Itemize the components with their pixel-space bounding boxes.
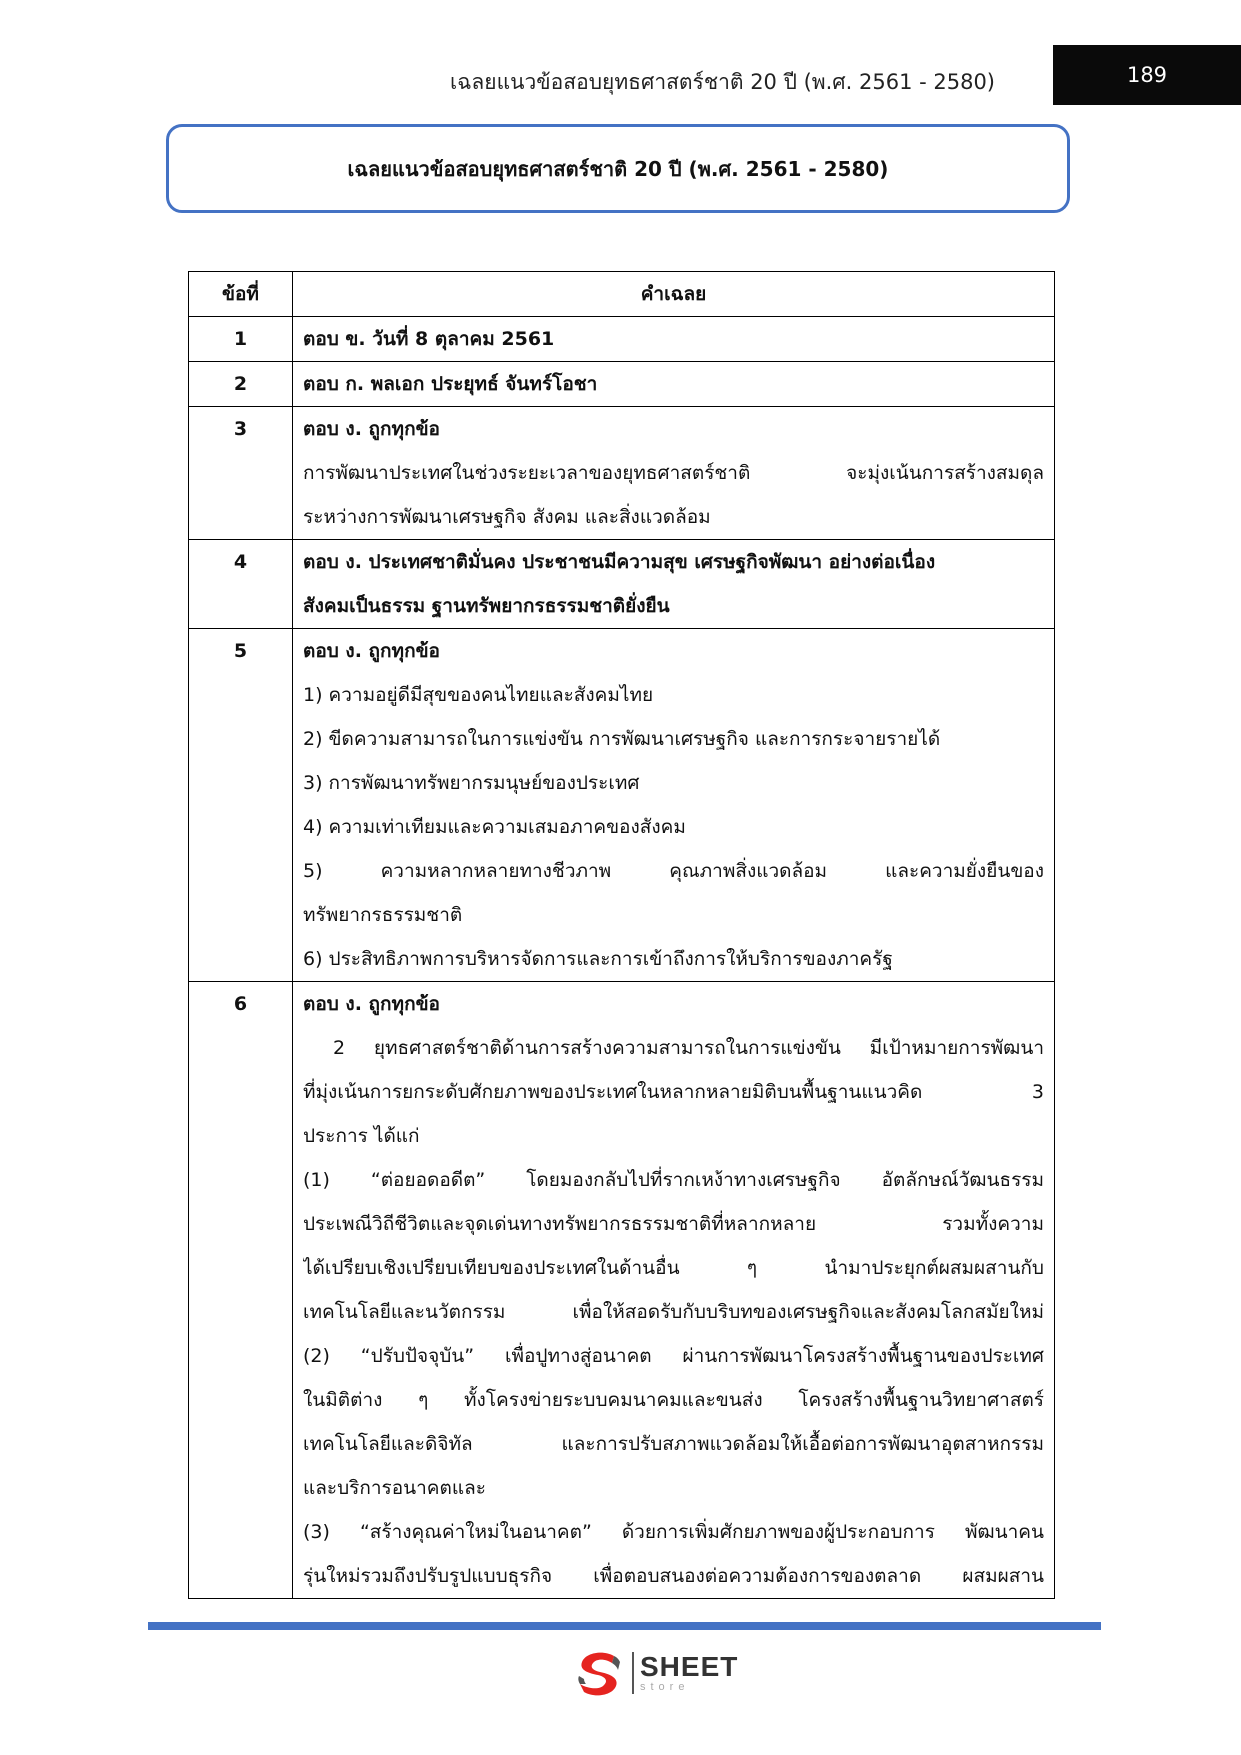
answer-cell: [293, 540, 1055, 629]
answer-cell: [293, 407, 1055, 540]
answer-cell: [293, 629, 1055, 982]
table-row: [189, 982, 1055, 1599]
answer-line: สังคมเป็นธรรม ฐานทรัพยากรธรรมชาติยั่งยืน: [303, 595, 670, 617]
explanation-line: ได้เปรียบเชิงเปรียบเทียบของประเทศในด้านอื่น ๆ นำมาประยุกต์ผสมผสานกับ: [303, 1257, 1044, 1279]
answer-line: ตอบ ง. ถูกทุกข้อ: [303, 418, 440, 440]
question-number: 4: [189, 540, 293, 629]
question-number: 1: [189, 317, 293, 362]
explanation-line: เทคโนโลยีและนวัตกรรม เพื่อให้สอดรับกับบริบทของเศรษฐกิจและสังคมโลกสมัยใหม่: [303, 1301, 1044, 1323]
table-row: [189, 540, 1055, 629]
explanation-line: (2) “ปรับปัจจุบัน” เพื่อปูทางสู่อนาคต ผ่านการพัฒนาโครงสร้างพื้นฐานของประเทศ: [303, 1345, 1044, 1367]
explanation-line: 3) การพัฒนาทรัพยากรมนุษย์ของประเทศ: [303, 772, 640, 794]
answer-table: [188, 271, 1055, 1599]
answer-cell: [293, 317, 1055, 362]
question-number: 6: [189, 982, 293, 1599]
explanation-line: 4) ความเท่าเทียมและความเสมอภาคของสังคม: [303, 816, 686, 838]
logo-divider: [632, 1652, 634, 1694]
explanation-line: 5) ความหลากหลายทางชีวภาพ คุณภาพสิ่งแวดล้อม และความยั่งยืนของ: [303, 860, 1044, 882]
explanation-line: 6) ประสิทธิภาพการบริหารจัดการและการเข้าถึงการให้บริการของภาครัฐ: [303, 948, 893, 970]
document-title: เฉลยแนวข้อสอบยุทธศาสตร์ชาติ 20 ปี (พ.ศ. 2561 - 2580): [347, 156, 889, 181]
table-header-row: [189, 272, 1055, 317]
question-number: 3: [189, 407, 293, 540]
column-header-number: ข้อที่: [189, 272, 293, 317]
answer-line: ตอบ ก. พลเอก ประยุทธ์ จันทร์โอชา: [303, 373, 598, 395]
question-number: 5: [189, 629, 293, 982]
answer-line: ตอบ ง. ถูกทุกข้อ: [303, 993, 440, 1015]
explanation-line: ในมิติต่าง ๆ ทั้งโครงข่ายระบบคมนาคมและขนส่ง โครงสร้างพื้นฐานวิทยาศาสตร์: [303, 1389, 1044, 1411]
explanation-line: การพัฒนาประเทศในช่วงระยะเวลาของยุทธศาสตร์ชาติ จะมุ่งเน้นการสร้างสมดุล: [303, 462, 1044, 484]
explanation-line: (1) “ต่อยอดอดีต” โดยมองกลับไปที่รากเหง้าทางเศรษฐกิจ อัตลักษณ์วัฒนธรรม: [303, 1169, 1044, 1191]
explanation-line: ประเพณีวิถีชีวิตและจุดเด่นทางทรัพยากรธรรมชาติที่หลากหลาย รวมทั้งความ: [303, 1213, 1044, 1235]
running-header-title: เฉลยแนวข้อสอบยุทธศาสตร์ชาติ 20 ปี (พ.ศ. 2561 - 2580): [449, 70, 995, 94]
explanation-line: 2 ยุทธศาสตร์ชาติด้านการสร้างความสามารถในการแข่งขัน มีเป้าหมายการพัฒนา: [333, 1037, 1044, 1059]
page-number: 189: [1053, 45, 1241, 105]
explanation-line: เทคโนโลยีและดิจิทัล และการปรับสภาพแวดล้อมให้เอื้อต่อการพัฒนาอุตสาหกรรม: [303, 1433, 1044, 1455]
logo-subword: store: [640, 1681, 690, 1693]
explanation-line: ประการ ได้แก่: [303, 1125, 420, 1147]
explanation-line: ทรัพยากรธรรมชาติ: [303, 904, 463, 926]
explanation-line: ระหว่างการพัฒนาเศรษฐกิจ สังคม และสิ่งแวดล้อม: [303, 506, 711, 528]
answer-line: ตอบ ง. ถูกทุกข้อ: [303, 640, 440, 662]
logo-word: SHEET: [640, 1651, 739, 1682]
explanation-line: ที่มุ่งเน้นการยกระดับศักยภาพของประเทศในหลากหลายมิติบนพื้นฐานแนวคิด 3: [303, 1081, 1044, 1103]
table-row: [189, 317, 1055, 362]
explanation-line: 2) ขีดความสามารถในการแข่งขัน การพัฒนาเศรษฐกิจ และการกระจายรายได้: [303, 728, 941, 750]
answer-cell: [293, 362, 1055, 407]
sheet-store-logo: [574, 1648, 738, 1698]
explanation-line: รุ่นใหม่รวมถึงปรับรูปแบบธุรกิจ เพื่อตอบสนองต่อความต้องการของตลาด ผสมผสาน: [303, 1565, 1044, 1587]
answer-cell: [293, 982, 1055, 1599]
column-header-answer: คำเฉลย: [293, 272, 1055, 317]
s-swoosh-logo-icon: [574, 1648, 628, 1698]
footer-divider: [148, 1622, 1101, 1630]
answer-line: ตอบ ข. วันที่ 8 ตุลาคม 2561: [303, 328, 555, 350]
title-box: [166, 124, 1070, 213]
table-row: [189, 629, 1055, 982]
table-row: [189, 362, 1055, 407]
question-number: 2: [189, 362, 293, 407]
logo-text: [640, 1653, 738, 1693]
explanation-line: (3) “สร้างคุณค่าใหม่ในอนาคต” ด้วยการเพิ่มศักยภาพของผู้ประกอบการ พัฒนาคน: [303, 1521, 1044, 1543]
table-row: [189, 407, 1055, 540]
explanation-line: 1) ความอยู่ดีมีสุขของคนไทยและสังคมไทย: [303, 684, 654, 706]
explanation-line: และบริการอนาคตและ: [303, 1477, 486, 1499]
answer-line: ตอบ ง. ประเทศชาติมั่นคง ประชาชนมีความสุข เศรษฐกิจพัฒนา อย่างต่อเนื่อง: [303, 551, 936, 573]
